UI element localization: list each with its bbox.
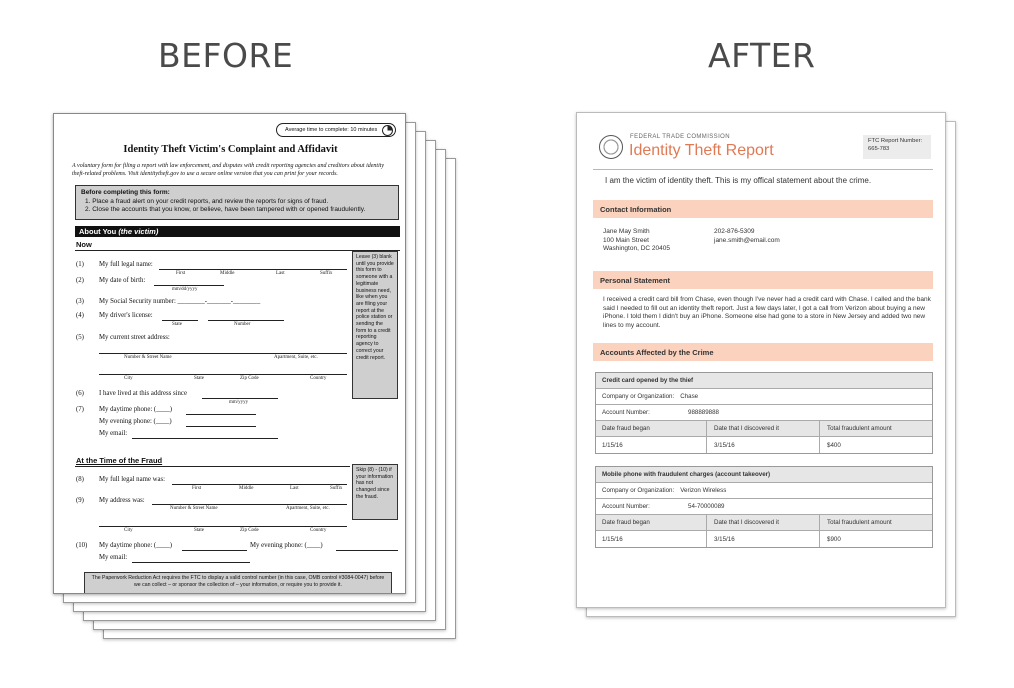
column-divider [819,437,820,453]
question-label: My address was: [99,497,145,504]
account-number-label: Account Number: [602,409,650,416]
contact-phone: 202-876-5309 [714,228,755,235]
date-began-value: 1/15/16 [602,535,623,543]
now-label: Now [76,240,92,249]
column-divider [819,515,820,530]
since-field-line[interactable] [202,398,278,399]
before-heading: BEFORE [158,36,294,75]
sublabel: mm/dd/yyyy [172,287,198,292]
question-label: My full legal name was: [99,476,166,483]
contact-name: Jane May Smith [603,228,650,235]
fraud-eve-phone-line[interactable] [336,550,398,551]
date-discovered-value: 3/15/16 [714,441,735,449]
account-table [595,372,933,454]
account-title: Mobile phone with fraudulent charges (account takeover) [596,467,932,483]
column-divider [819,421,820,436]
sublabel: Number [234,322,251,327]
question-label: My full legal name: [99,261,153,268]
average-time-badge [276,123,396,137]
sublabel: State [194,528,204,533]
fraud-rule [75,466,350,467]
account-title: Credit card opened by the thief [596,373,932,389]
dob-field-line[interactable] [154,285,224,286]
question-label: My current street address: [99,334,170,341]
column-header: Total fraudulent amount [827,425,892,432]
sublabel: Suffix [330,486,343,491]
report-number-box [863,135,931,159]
identity-theft-report [576,112,946,608]
personal-statement-header: Personal Statement [593,271,933,289]
eve-phone-line[interactable] [186,426,256,427]
column-divider [706,531,707,547]
account-number-value: 54-70000089 [688,503,725,510]
fraud-email-line[interactable] [132,562,250,563]
sublabel: Zip Code [240,376,259,381]
company-row [596,483,932,499]
before-box-title: Before completing this form: [81,189,170,196]
column-divider [819,531,820,547]
about-you-italic: (the victim) [118,227,159,236]
license-number-line[interactable] [208,320,284,321]
sublabel: Country [310,528,327,533]
sublabel: City [124,528,133,533]
personal-statement-text: I received a credit card bill from Chase, even though I've never had a credit card with Chase. I called and the bank said I needed to fill out an identity theft report. Just a few days later, I got a call from Verizon about buying a new iPhone. I told them I didn't buy an iPhone. Someone else had gone to a store in New Jersey and added two new lines to my account. [603,296,931,329]
about-you-bar [75,226,400,237]
date-began-value: 1/15/16 [602,441,623,449]
sublabel: mm/yyyy [229,400,249,405]
report-title: Identity Theft Report [629,142,774,159]
leave-blank-note: Leave (3) blank until you provide this form to someone with a legitimate business need, like when you are filing your report at the police station or sending the form to a credit reporting agency to correct your credit report. [352,251,398,399]
clock-icon [382,125,393,136]
fraud-amount-value: $900 [827,535,841,543]
sublabel: Zip Code [240,528,259,533]
question-label: My email: [99,430,128,437]
date-discovered-value: 3/15/16 [714,535,735,543]
question-label: My date of birth: [99,277,146,284]
question-label: I have lived at this address since [99,390,187,397]
question-label: My evening phone: (____) [99,418,172,425]
contact-address [603,228,670,254]
before-box-item: 1. Place a fraud alert on your credit reports, and review the reports for signs of fraud. [85,197,329,205]
question-label: My daytime phone: (____) [99,542,173,549]
question-number: (5) [76,334,84,341]
sublabel: First [192,486,202,491]
column-divider [706,421,707,436]
ftc-seal-icon [599,135,623,159]
sublabel: Middle [239,486,254,491]
sublabel: Apartment, Suite, etc. [286,506,330,511]
sublabel: Middle [220,271,235,276]
company-value: Verizon Wireless [680,487,727,494]
skip-note: Skip (8) - (10) if your information has not changed since the fraud. [352,464,398,520]
question-label: My evening phone: (____) [250,542,323,549]
contact-street: 100 Main Street [603,236,649,244]
report-number-label: FTC Report Number: [868,138,923,144]
sublabel: State [172,322,182,327]
old-form-intro: A voluntary form for filing a report with law enforcement, and disputes with credit reporting agencies and creditors about identity theft-related problems. Visit identitytheft.gov to use a secure online version that you can print for your records. [72,163,385,177]
column-header: Date that I discovered it [714,425,780,432]
contact-city: Washington, DC 20405 [603,245,670,252]
question-number: (1) [76,261,84,268]
paperwork-reduction-note: The Paperwork Reduction Act requires the FTC to display a valid control number (in this case, OMB control #3084-0047) before we can collect – or sponsor the collection of – your information, or require you to provide it. [84,572,392,594]
fraud-amount-value: $400 [827,441,841,449]
question-label: My Social Security number: ________-_______-________ [99,298,261,305]
fraud-day-phone-line[interactable] [182,550,247,551]
fraud-street-line[interactable] [152,504,347,505]
company-label: Company or Organization: [602,487,675,494]
day-phone-line[interactable] [186,414,256,415]
old-form-title: Identity Theft Victim's Complaint and Affidavit [123,144,338,155]
old-affidavit-form [53,113,406,594]
question-number: (8) [76,476,84,483]
date-header-row [596,421,932,437]
question-number: (3) [76,298,84,305]
column-header: Total fraudulent amount [827,519,892,526]
name-field-line[interactable] [159,269,347,270]
sublabel: State [194,376,204,381]
account-number-row [596,405,932,421]
question-label: My daytime phone: (____) [99,406,173,413]
victim-statement: I am the victim of identity theft. This is my offical statement about the crime. [605,176,872,185]
sublabel: City [124,376,133,381]
company-value: Chase [680,393,699,400]
contact-email: jane.smith@email.com [714,236,780,244]
question-number: (4) [76,312,84,319]
report-number: 665-783 [868,145,890,152]
account-number-value: 988889888 [688,409,719,416]
account-number-label: Account Number: [602,503,650,510]
sublabel: Last [276,271,285,276]
sublabel: Country [310,376,327,381]
fraud-city-line[interactable] [99,526,347,527]
average-time-text: Average time to complete: 10 minutes [285,127,378,133]
license-state-line[interactable] [162,320,198,321]
date-header-row [596,515,932,531]
column-divider [706,515,707,530]
sublabel: Number & Street Name [124,355,172,360]
sublabel: Suffix [320,271,333,276]
contact-section-header: Contact Information [593,200,933,218]
account-number-row [596,499,932,515]
at-time-of-fraud-label: At the Time of the Fraud [76,456,163,465]
fraud-name-line[interactable] [172,484,347,485]
column-header: Date that I discovered it [714,519,780,526]
company-row [596,389,932,405]
after-heading: AFTER [708,36,816,75]
question-number: (9) [76,497,84,504]
agency-name: FEDERAL TRADE COMMISSION [630,134,730,140]
accounts-section-header: Accounts Affected by the Crime [593,343,933,361]
column-header: Date fraud began [602,519,650,526]
before-completing-box [75,185,399,220]
sublabel: Apartment, Suite, etc. [274,355,318,360]
question-number: (10) [76,542,88,549]
street-field-line[interactable] [99,353,347,354]
company-label: Company or Organization: [602,393,675,400]
date-value-row [596,531,932,547]
column-divider [706,437,707,453]
city-field-line[interactable] [99,374,347,375]
sublabel: Number & Street Name [170,506,218,511]
sublabel: Last [290,486,299,491]
column-header: Date fraud began [602,425,650,432]
sublabel: First [176,271,186,276]
question-label: My email: [99,554,128,561]
email-field-line[interactable] [132,438,278,439]
account-table [595,466,933,548]
question-label: My driver's license: [99,312,153,319]
contact-reach [714,228,780,245]
question-number: (6) [76,390,84,397]
before-box-item: 2. Close the accounts that you know, or believe, have been tampered with or opened fraudulently. [85,206,366,213]
date-value-row [596,437,932,453]
title-rule [593,169,933,170]
question-number: (2) [76,277,84,284]
about-you-label: About You [79,227,117,236]
question-number: (7) [76,406,84,413]
